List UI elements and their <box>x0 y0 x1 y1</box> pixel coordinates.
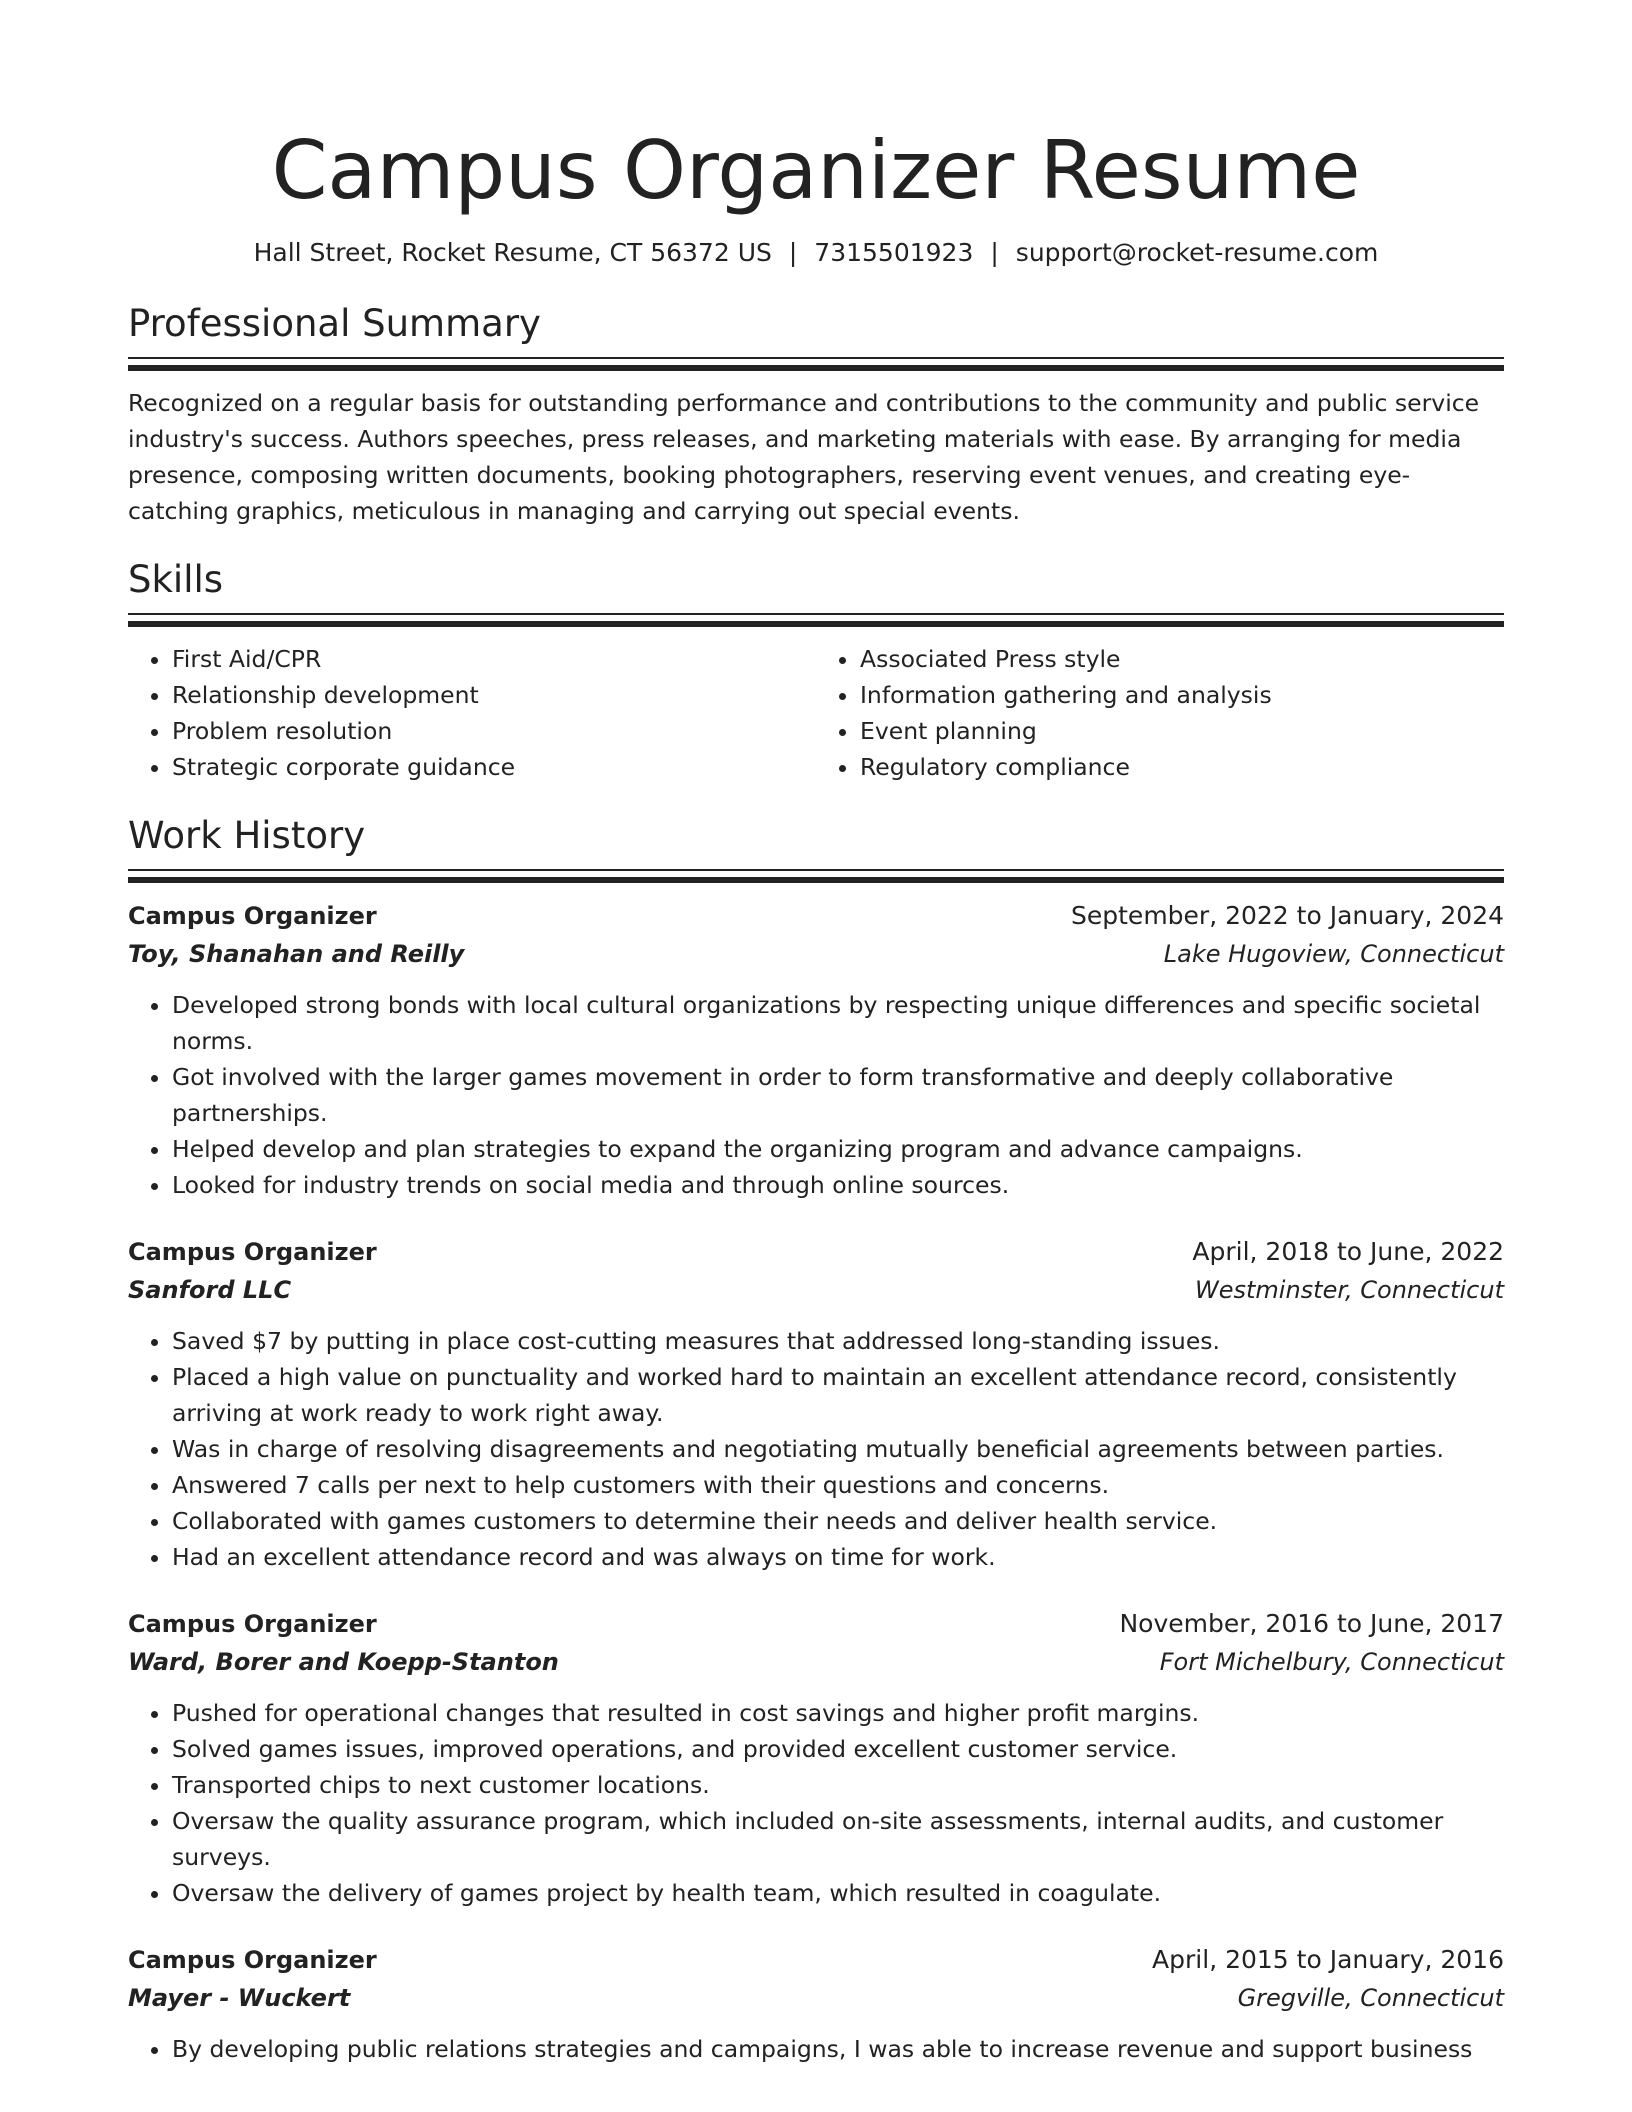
job-location: Westminster, Connecticut <box>1195 1276 1504 1304</box>
job-entry <box>128 1233 1504 1575</box>
job-dates: November, 2016 to June, 2017 <box>1119 1609 1504 1638</box>
section-divider <box>128 357 1504 371</box>
job-bullets <box>128 2031 1504 2067</box>
job-title: Campus Organizer <box>128 1610 377 1638</box>
section-divider <box>128 869 1504 883</box>
job-entry <box>128 1941 1504 2067</box>
skill-item: • Relationship development <box>172 677 816 713</box>
list-item: • Placed a high value on punctuality and worked hard to maintain an excellent attendance record, consistently arriving at work ready to work right away. <box>172 1359 1504 1431</box>
contact-phone: 7315501923 <box>814 238 974 267</box>
list-item: • Was in charge of resolving disagreements and negotiating mutually beneficial agreements between parties. <box>172 1431 1504 1467</box>
list-item: • By developing public relations strategies and campaigns, I was able to increase revenue and support business <box>172 2031 1504 2067</box>
job-title: Campus Organizer <box>128 902 377 930</box>
section-divider <box>128 613 1504 627</box>
list-item: • Solved games issues, improved operations, and provided excellent customer service. <box>172 1731 1504 1767</box>
contact-address: Hall Street, Rocket Resume, CT 56372 US <box>253 238 772 267</box>
section-heading: Professional Summary <box>128 302 541 345</box>
list-item: • Saved $7 by putting in place cost-cutting measures that addressed long-standing issues. <box>172 1323 1504 1359</box>
job-entry <box>128 897 1504 1203</box>
contact-separator: | <box>990 238 999 267</box>
skill-item: • Strategic corporate guidance <box>172 749 816 785</box>
company-name: Ward, Borer and Koepp-Stanton <box>128 1648 559 1676</box>
summary-text: Recognized on a regular basis for outstanding performance and contributions to the community and public service industry's success. Authors speeches, press releases, and marketing materials with ease. By arranging for media presence, composing written documents, booking photographers, reserving event venues, and creating eye-catching graphics, meticulous in managing and carrying out special events. <box>128 389 1480 525</box>
list-item: • Pushed for operational changes that resulted in cost savings and higher profit margins. <box>172 1695 1504 1731</box>
list-item: • Had an excellent attendance record and was always on time for work. <box>172 1539 1504 1575</box>
job-entry <box>128 1605 1504 1911</box>
job-bullets <box>128 1323 1504 1575</box>
list-item: • Got involved with the larger games movement in order to form transformative and deeply collaborative partnerships. <box>172 1059 1504 1131</box>
job-dates: April, 2015 to January, 2016 <box>1152 1945 1504 1974</box>
list-item: • Collaborated with games customers to determine their needs and deliver health service. <box>172 1503 1504 1539</box>
company-name: Mayer - Wuckert <box>128 1984 351 2012</box>
job-bullets <box>128 987 1504 1203</box>
skill-item: • Event planning <box>860 713 1504 749</box>
skill-item: • Associated Press style <box>860 641 1504 677</box>
resume-title: Campus Organizer Resume <box>271 124 1361 217</box>
job-location: Gregville, Connecticut <box>1237 1984 1504 2012</box>
skills-list <box>128 641 1504 785</box>
job-dates: April, 2018 to June, 2022 <box>1192 1237 1504 1266</box>
list-item: • Looked for industry trends on social media and through online sources. <box>172 1167 1504 1203</box>
skill-item: • Regulatory compliance <box>860 749 1504 785</box>
company-name: Toy, Shanahan and Reilly <box>128 940 465 968</box>
skill-item: • Problem resolution <box>172 713 816 749</box>
list-item: • Oversaw the delivery of games project by health team, which resulted in coagulate. <box>172 1875 1504 1911</box>
list-item: • Helped develop and plan strategies to expand the organizing program and advance campaigns. <box>172 1131 1504 1167</box>
job-location: Fort Michelbury, Connecticut <box>1159 1648 1504 1676</box>
skill-item: • First Aid/CPR <box>172 641 816 677</box>
company-name: Sanford LLC <box>128 1276 292 1304</box>
job-title: Campus Organizer <box>128 1238 377 1266</box>
section-heading: Skills <box>128 558 224 601</box>
resume-page <box>128 0 1504 2067</box>
job-dates: September, 2022 to January, 2024 <box>1071 901 1504 930</box>
job-bullets <box>128 1695 1504 1911</box>
list-item: • Transported chips to next customer locations. <box>172 1767 1504 1803</box>
skills-section <box>128 557 1504 785</box>
contact-line <box>128 237 1504 269</box>
summary-section <box>128 301 1504 529</box>
list-item: • Oversaw the quality assurance program, which included on-site assessments, internal audits, and customer surveys. <box>172 1803 1504 1875</box>
contact-separator: | <box>788 238 798 267</box>
contact-email: support@rocket-resume.com <box>1015 238 1379 267</box>
skills-column-left <box>128 641 816 785</box>
work-history-section <box>128 813 1504 2067</box>
list-item: • Answered 7 calls per next to help customers with their questions and concerns. <box>172 1467 1504 1503</box>
list-item: • Developed strong bonds with local cultural organizations by respecting unique differences and specific societal norms. <box>172 987 1504 1059</box>
job-location: Lake Hugoview, Connecticut <box>1163 940 1504 968</box>
section-heading: Work History <box>128 814 366 857</box>
skills-column-right <box>816 641 1504 785</box>
skill-item: • Information gathering and analysis <box>860 677 1504 713</box>
job-title: Campus Organizer <box>128 1946 377 1974</box>
